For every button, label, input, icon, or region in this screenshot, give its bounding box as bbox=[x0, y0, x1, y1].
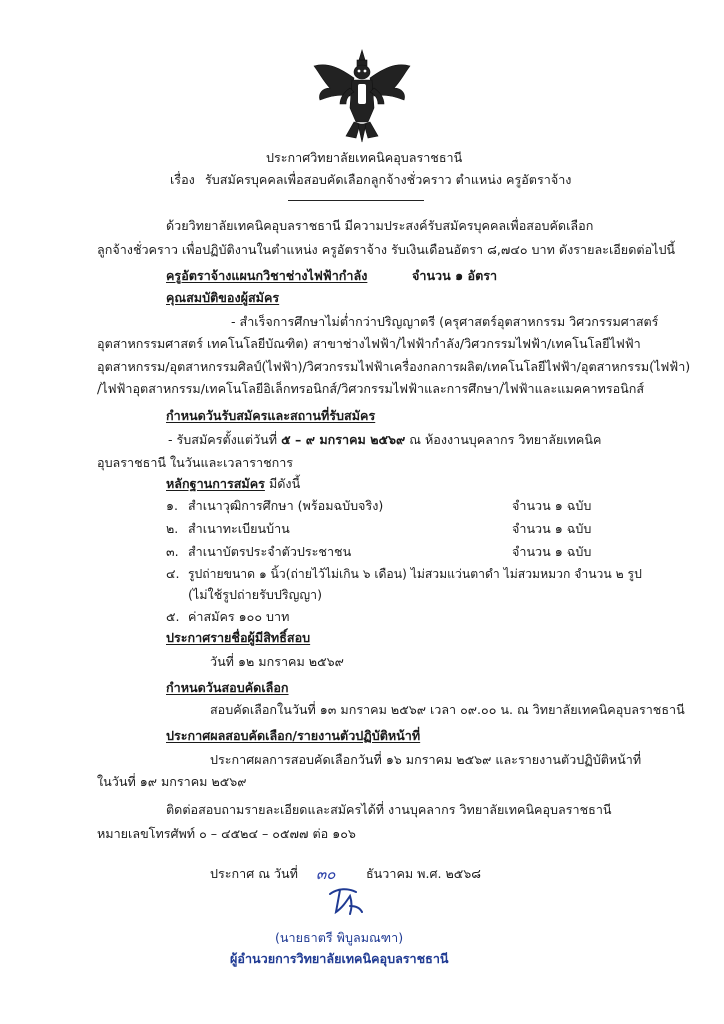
intro-line-1: ด้วยวิทยาลัยเทคนิคอุบลราชธานี มีความประสงค์รับสมัครบุคคลเพื่อสอบคัดเลือก bbox=[166, 218, 594, 233]
qualification-line: อุตสาหกรรม/อุตสาหกรรมศิลป์(ไฟฟ้า)/วิศวกรรมไฟฟ้าเครื่องกลการผลิต/เทคโนโลยีไฟฟ้า/อุตสาหกรรม(ไฟฟ้า) bbox=[97, 359, 691, 374]
announcement-title: ประกาศวิทยาลัยเทคนิคอุบลราชธานี bbox=[266, 150, 463, 165]
evidence-item-number: ๒. bbox=[166, 521, 179, 536]
contact-phone: หมายเลขโทรศัพท์ ๐ – ๔๕๒๔ – ๐๕๗๗ ต่อ ๑๐๖ bbox=[97, 826, 356, 841]
contact-line-1: ติดต่อสอบถามรายละเอียดและสมัครได้ที่ งานบุคลากร วิทยาลัยเทคนิคอุบลราชธานี bbox=[166, 802, 612, 817]
subject-text: รับสมัครบุคคลเพื่อสอบคัดเลือกลูกจ้างชั่วคราว ตำแหน่ง ครูอัตราจ้าง bbox=[205, 172, 572, 187]
evidence-item-text: สำเนาวุฒิการศึกษา (พร้อมฉบับจริง) bbox=[188, 498, 384, 513]
application-heading: กำหนดวันรับสมัครและสถานที่รับสมัคร bbox=[166, 408, 376, 423]
announce-day-handwritten: ๓๐ bbox=[316, 865, 336, 883]
evidence-heading-row bbox=[166, 476, 300, 492]
evidence-item-qty: จำนวน ๑ ฉบับ bbox=[512, 521, 592, 536]
evidence-item-number: ๓. bbox=[166, 544, 179, 559]
evidence-item-number: ๕. bbox=[166, 609, 180, 624]
evidence-item-number: ๔. bbox=[166, 566, 180, 581]
evidence-item-qty: จำนวน ๑ ฉบับ bbox=[512, 498, 592, 513]
result-line-2: ในวันที่ ๑๙ มกราคม ๒๕๖๙ bbox=[97, 774, 247, 789]
qualification-line: - สำเร็จการศึกษาไม่ต่ำกว่าปริญญาตรี (ครุศาสตร์อุตสาหกรรม วิศวกรรมศาสตร์ bbox=[231, 314, 659, 329]
application-prefix: - รับสมัครตั้งแต่วันที่ bbox=[168, 432, 278, 447]
evidence-item-text: สำเนาทะเบียนบ้าน bbox=[188, 521, 290, 536]
signatory-title: ผู้อำนวยการวิทยาลัยเทคนิคอุบลราชธานี bbox=[230, 951, 449, 966]
application-line-1 bbox=[168, 432, 601, 448]
qualification-line: /ไฟฟ้าอุตสาหกรรม/เทคโนโลยีอิเล็กทรอนิกส์/วิศวกรรมไฟฟ้าและการศึกษา/ไฟฟ้าและแมคคาทรอนิกส์ bbox=[97, 381, 645, 396]
application-location: ณ ห้องงานบุคลากร วิทยาลัยเทคนิค bbox=[409, 432, 602, 447]
evidence-item-fee: ค่าสมัคร ๑๐๐ บาท bbox=[188, 609, 290, 624]
garuda-emblem-icon bbox=[310, 48, 414, 144]
intro-line-2: ลูกจ้างชั่วคราว เพื่อปฏิบัติงานในตำแหน่ง ครูอัตราจ้าง รับเงินเดือนอัตรา ๘,๗๔๐ บาท ดังรายละเอียดต่อไปนี้ bbox=[97, 242, 676, 257]
announce-date-prefix: ประกาศ ณ วันที่ bbox=[210, 866, 298, 881]
subject-label: เรื่อง bbox=[170, 172, 195, 187]
application-line-2: อุบลราชธานี ในวันและเวลาราชการ bbox=[97, 455, 294, 470]
position-count: จำนวน ๑ อัตรา bbox=[412, 268, 498, 283]
result-line-1: ประกาศผลการสอบคัดเลือกวันที่ ๑๖ มกราคม ๒๕๖๙ และรายงานตัวปฏิบัติหน้าที่ bbox=[210, 752, 642, 767]
evidence-item-photo-note: (ไม่ใช้รูปถ่ายรับปริญญา) bbox=[188, 587, 323, 602]
evidence-item-number: ๑. bbox=[166, 498, 178, 513]
eligible-heading: ประกาศรายชื่อผู้มีสิทธิ์สอบ bbox=[166, 630, 311, 645]
evidence-item-photo: รูปถ่ายขนาด ๑ นิ้ว(ถ่ายไว้ไม่เกิน ๖ เดือน) ไม่สวมแว่นตาดำ ไม่สวมหมวก จำนวน ๒ รูป bbox=[188, 567, 642, 581]
result-heading: ประกาศผลสอบคัดเลือก/รายงานตัวปฏิบัติหน้าที่ bbox=[166, 728, 421, 743]
exam-heading: กำหนดวันสอบคัดเลือก bbox=[166, 680, 289, 695]
qualifications-heading: คุณสมบัติของผู้สมัคร bbox=[166, 290, 280, 305]
signature-icon bbox=[326, 884, 366, 918]
application-dates: ๕ – ๙ มกราคม ๒๕๖๙ bbox=[281, 432, 406, 447]
eligible-date: วันที่ ๑๒ มกราคม ๒๕๖๙ bbox=[210, 654, 344, 669]
qualification-line: อุตสาหกรรมศาสตร์ เทคโนโลยีบัณฑิต) สาขาช่างไฟฟ้า/ไฟฟ้ากำลัง/วิศวกรรมไฟฟ้า/เทคโนโลยีไฟฟ้า bbox=[97, 336, 641, 351]
evidence-item-qty: จำนวน ๑ ฉบับ bbox=[512, 544, 592, 559]
signatory-name: (นายธาตรี พิบูลมณฑา) bbox=[275, 930, 404, 945]
evidence-heading-suffix: มีดังนี้ bbox=[268, 476, 301, 491]
evidence-heading: หลักฐานการสมัคร bbox=[166, 476, 265, 491]
header-divider bbox=[288, 200, 424, 201]
evidence-item-text: สำเนาบัตรประจำตัวประชาชน bbox=[188, 544, 352, 559]
position-title: ครูอัตราจ้างแผนกวิชาช่างไฟฟ้ากำลัง bbox=[166, 268, 368, 283]
exam-details: สอบคัดเลือกในวันที่ ๑๓ มกราคม ๒๕๖๙ เวลา ๐๙.๐๐ น. ณ วิทยาลัยเทคนิคอุบลราชธานี bbox=[210, 702, 685, 717]
announce-date-suffix: ธันวาคม พ.ศ. ๒๕๖๘ bbox=[366, 866, 482, 881]
